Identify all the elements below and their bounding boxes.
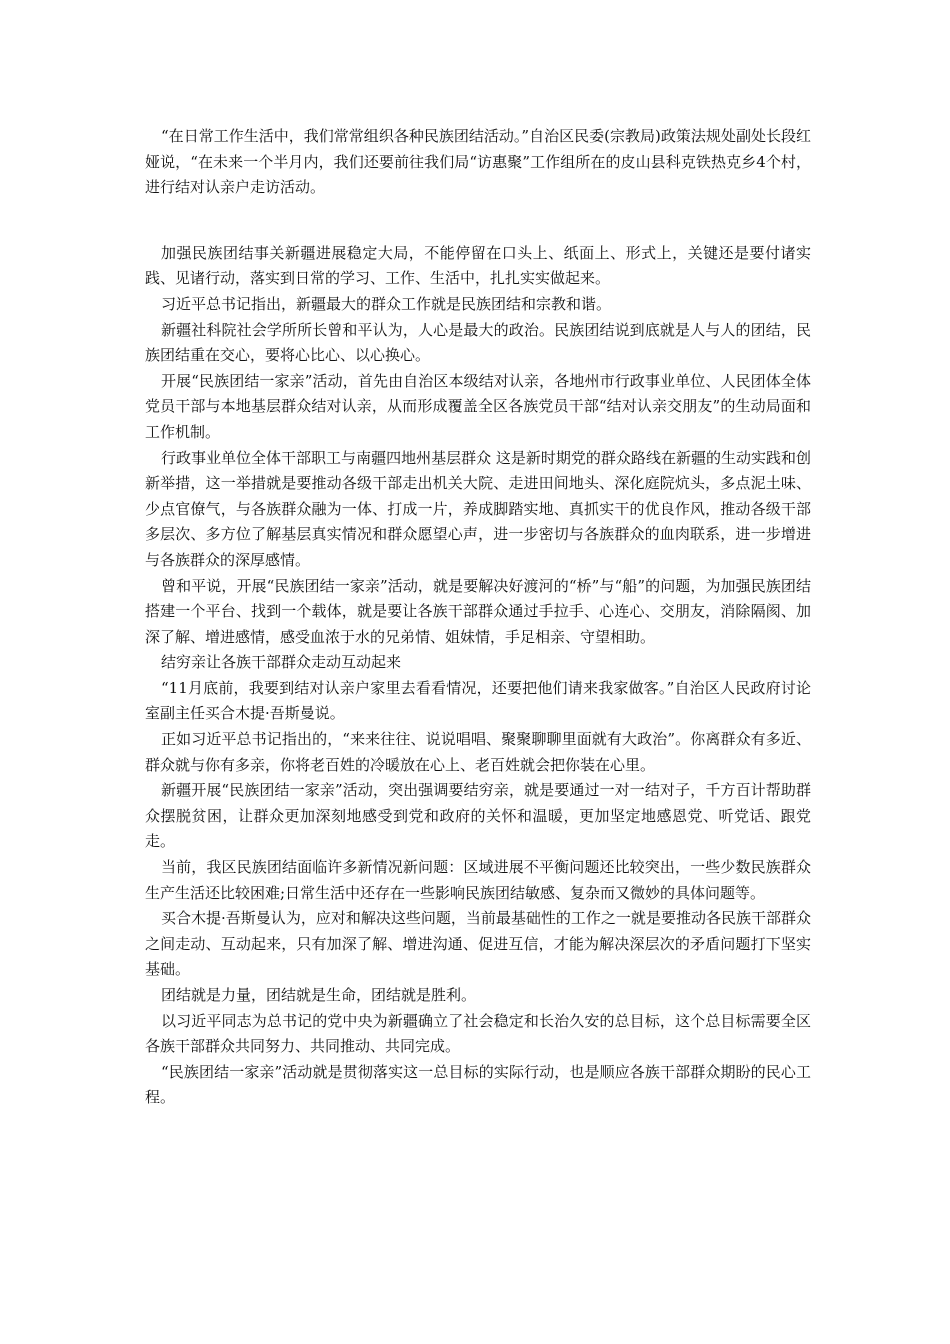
paragraph: 以习近平同志为总书记的党中央为新疆确立了社会稳定和长治久安的总目标，这个总目标需要全区各族干部群众共同努力、共同推动、共同完成。 <box>145 1011 811 1056</box>
paragraph: “民族团结一家亲”活动就是贯彻落实这一总目标的实际行动，也是顺应各族干部群众期盼的民心工程。 <box>145 1062 811 1107</box>
document-body <box>145 124 811 1111</box>
paragraph: 正如习近平总书记指出的，“来来往往、说说唱唱、聚聚聊聊里面就有大政治”。你离群众有多近、群众就与你有多亲，你将老百姓的冷暖放在心上、老百姓就会把你装在心里。 <box>145 730 811 774</box>
section-heading: 结穷亲让各族干部群众走动互动起来 <box>161 653 402 672</box>
paragraph: 开展“民族团结一家亲”活动，首先由自治区本级结对认亲，各地州市行政事业单位、人民团体全体党员干部与本地基层群众结对认亲，从而形成覆盖全区各族党员干部“结对认亲交朋友”的生动局面和工作机制。 <box>145 371 811 441</box>
paragraph: 新疆社科院社会学所所长曾和平认为，人心是最大的政治。民族团结说到底就是人与人的团结，民族团结重在交心，要将心比心、以心换心。 <box>145 320 811 365</box>
paragraph: 行政事业单位全体干部职工与南疆四地州基层群众 这是新时期党的群众路线在新疆的生动实践和创新举措，这一举措就是要推动各级干部走出机关大院、走进田间地头、深化庭院炕头，多点泥土味、少点官僚气，与各族群众融为一体、打成一片，养成脚踏实地、真抓实干的优良作风，推动各级干部多层次、多方位了解基层真实情况和群众愿望心声，进一步密切与各族群众的血肉联系，进一步增进与各族群众的深厚感情。 <box>145 448 811 569</box>
paragraph-gap <box>145 227 811 241</box>
paragraph: 新疆开展“民族团结一家亲”活动，突出强调要结穷亲，就是要通过一对一结对子，千方百计帮助群众摆脱贫困，让群众更加深刻地感受到党和政府的关怀和温暖，更加坚定地感恩党、听党话、跟党走。 <box>145 781 811 851</box>
paragraph: 团结就是力量，团结就是生命，团结就是胜利。 <box>161 986 477 1004</box>
paragraph: 当前，我区民族团结面临许多新情况新问题：区域进展不平衡问题还比较突出，一些少数民族群众生产生活还比较困难;日常生活中还存在一些影响民族团结敏感、复杂而又微妙的具体问题等。 <box>145 858 811 902</box>
paragraph: 习近平总书记指出，新疆最大的群众工作就是民族团结和宗教和谐。 <box>161 294 612 313</box>
paragraph-gap <box>145 201 811 227</box>
paragraph: 买合木提·吾斯曼认为，应对和解决这些问题，当前最基础性的工作之一就是要推动各民族干部群众之间走动、互动起来，只有加深了解、增进沟通、促进互信，才能为解决深层次的矛盾问题打下坚实基础。 <box>145 909 811 979</box>
paragraph-quote-duan: “在日常工作生活中，我们常常组织各种民族团结活动。”自治区民委(宗教局)政策法规处副处长段红娅说，“在未来一个半月内，我们还要前往我们局“访惠聚”工作组所在的皮山县科克铁热克乡4个村，进行结对认亲户走访活动。 <box>145 127 811 197</box>
paragraph: “11月底前，我要到结对认亲户家里去看看情况，还要把他们请来我家做客。”自治区人民政府讨论室副主任买合木提·吾斯曼说。 <box>145 678 811 723</box>
paragraph: 曾和平说，开展“民族团结一家亲”活动，就是要解决好渡河的“桥”与“船”的问题，为加强民族团结搭建一个平台、找到一个载体，就是要让各族干部群众通过手拉手、心连心、交朋友，消除隔阂、加深了解、增进感情，感受血浓于水的兄弟情、姐妹情，手足相亲、守望相助。 <box>145 576 811 646</box>
paragraph: 加强民族团结事关新疆进展稳定大局，不能停留在口头上、纸面上、形式上，关键还是要付诸实践、见诸行动，落实到日常的学习、工作、生活中，扎扎实实做起来。 <box>145 243 811 288</box>
